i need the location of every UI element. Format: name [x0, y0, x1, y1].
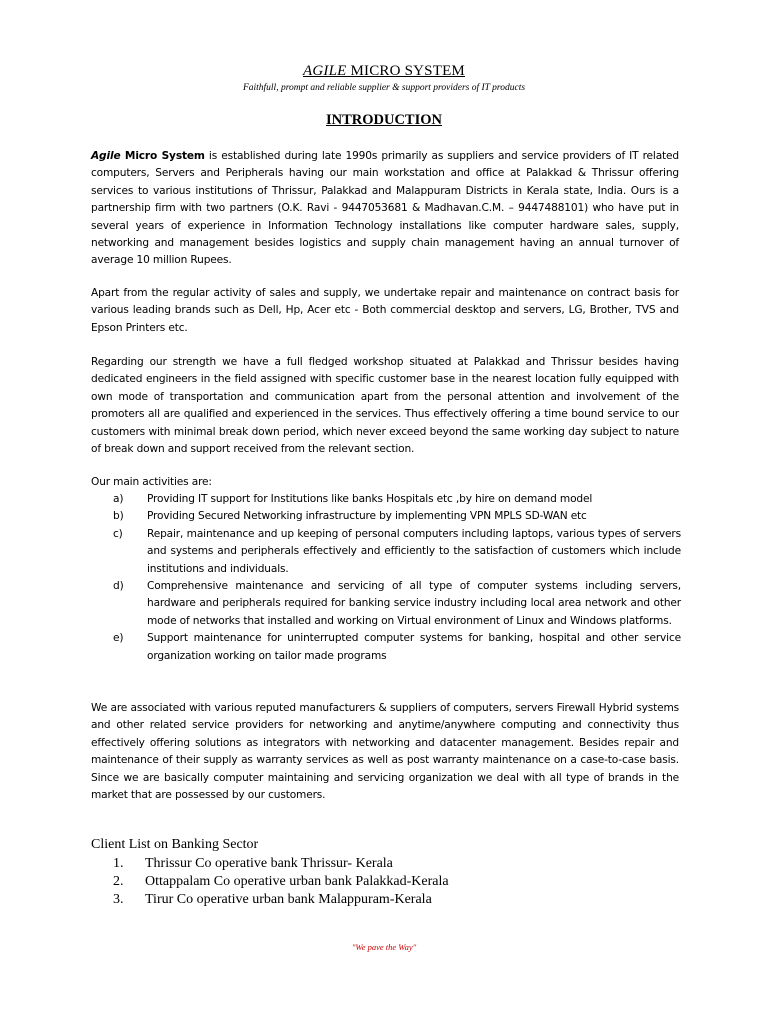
- activity-item: [91, 508, 681, 525]
- activity-marker: b): [113, 510, 124, 523]
- client-number: 3.: [113, 892, 124, 907]
- intro-paragraph-4: We are associated with various reputed manufacturers & suppliers of computers, servers Firewall Hybrid systems and other related service providers for networking and anytime/anywhere computing and connectivity thus effectively offering solutions as integrators with networking and datacenter management. Besides repair and maintenance of their supply as warranty services as well as post warranty maintenance on a case-to-case basis. Since we are basically computer maintaining and servicing organization we deal with all type of brands in the market that are possessed by our customers.: [91, 702, 679, 802]
- client-number: 1.: [113, 856, 124, 871]
- activity-text: Providing Secured Networking infrastructure by implementing VPN MPLS SD-WAN etc: [147, 510, 587, 523]
- company-title-rest: MICRO SYSTEM: [346, 63, 465, 79]
- activity-text: Comprehensive maintenance and servicing of all type of computer systems including servers, hardware and peripherals required for banking service industry including local area network and other mode of networks that installed and working on Virtual environment of Linux and Windows platforms.: [147, 580, 681, 627]
- activity-marker: e): [113, 632, 124, 645]
- footer-slogan: "We pave the Way": [351, 942, 417, 952]
- client-name: Tirur Co operative urban bank Malappuram-Kerala: [145, 892, 432, 907]
- client-item: [91, 891, 449, 909]
- company-tagline: Faithfull, prompt and reliable supplier & support providers of IT products: [242, 83, 526, 93]
- client-number: 2.: [113, 874, 124, 889]
- client-item: [91, 873, 449, 891]
- activity-item: [91, 491, 681, 508]
- client-item: [91, 855, 449, 873]
- company-title: [0, 63, 768, 80]
- company-name-rest: Micro System: [120, 150, 205, 162]
- activities-list: [91, 491, 681, 665]
- activity-text: Support maintenance for uninterrupted computer systems for banking, hospital and other service organization working on tailor made programs: [147, 632, 681, 662]
- activity-text: Repair, maintenance and up keeping of personal computers including laptops, various types of servers and systems and peripherals effectively and efficiently to the satisfaction of customers which include institutions and individuals.: [147, 527, 681, 575]
- activity-item: [91, 630, 681, 665]
- intro-paragraph-1-text: is established during late 1990s primarily as suppliers and service providers of IT related computers, Servers and Peripherals having our main workstation and office at Palakkad & Thrissur offering services to various institutions of Thrissur, Palakkad and Malappuram Districts in Kerala state, India. Ours is a partnership firm with two partners (O.K. Ravi - 9447053681 & Madhavan.C.M. – 9447488101) who have put in several years of experience in Information Technology installations like computer hardware sales, supply, networking and management besides logistics and supply chain management having an annual turnover of average 10 million Rupees.: [91, 150, 679, 267]
- client-name: Ottappalam Co operative urban bank Palakkad-Kerala: [145, 874, 449, 889]
- intro-paragraph-2: Apart from the regular activity of sales and supply, we undertake repair and maintenance on contract basis for various leading brands such as Dell, Hp, Acer etc - Both commercial desktop and servers, LG, Brother, TVS and Epson Printers etc.: [91, 287, 679, 334]
- client-list-heading: Client List on Banking Sector: [91, 837, 259, 852]
- client-list: [91, 855, 449, 909]
- company-title-agile: AGILE: [303, 63, 347, 79]
- client-name: Thrissur Co operative bank Thrissur- Kerala: [145, 856, 393, 871]
- activity-item: [91, 578, 681, 630]
- section-heading: INTRODUCTION: [325, 112, 442, 128]
- activity-item: [91, 526, 681, 578]
- activities-label: Our main activities are:: [91, 476, 212, 488]
- intro-paragraph-3: Regarding our strength we have a full fledged workshop situated at Palakkad and Thrissur besides having dedicated engineers in the field assigned with specific customer base in the nearest location fully equipped with own mode of transportation and communication apart from the personal attention and involvement of the promoters all are qualified and experienced in the services. Thus effectively offering a time bound service to our customers with minimal break down period, which never exceed beyond the same working day subject to nature of break down and support received from the relevant section.: [91, 356, 679, 456]
- activity-text: Providing IT support for Institutions like banks Hospitals etc ,by hire on demand model: [147, 493, 593, 505]
- activity-marker: c): [113, 527, 123, 540]
- intro-paragraph-1: [91, 148, 679, 270]
- activity-marker: d): [113, 580, 124, 593]
- company-name-agile: Agile: [91, 150, 121, 162]
- activity-marker: a): [113, 493, 124, 505]
